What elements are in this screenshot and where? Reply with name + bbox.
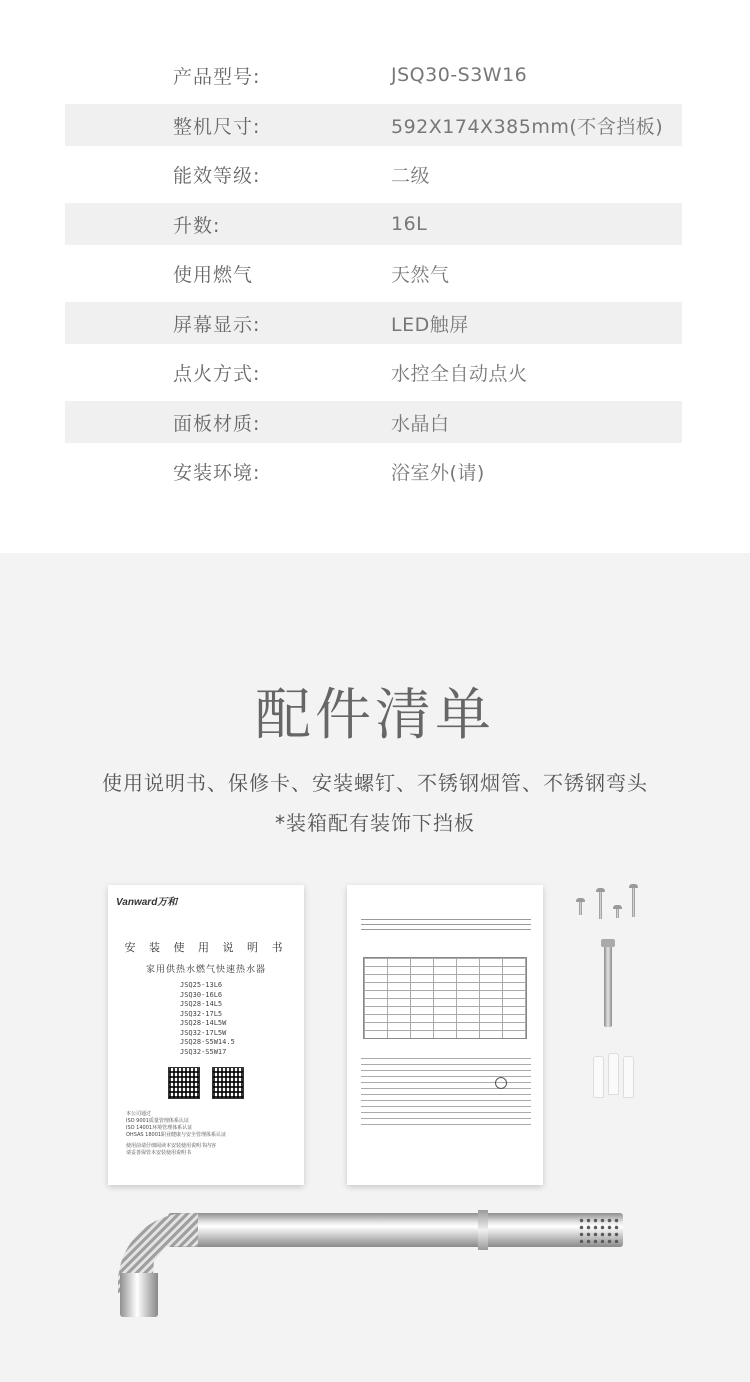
certifications <box>126 1111 226 1139</box>
hazard-table-image <box>363 957 527 1039</box>
spec-label: 屏幕显示: <box>173 313 261 336</box>
spec-row-size <box>65 104 682 146</box>
footer-line: 请妥善保管本安装使用说明书 <box>126 1150 192 1156</box>
spec-label: 能效等级: <box>173 164 261 187</box>
spec-row-panel <box>65 401 682 443</box>
spec-value: 天然气 <box>391 263 450 286</box>
eco-mark-icon <box>495 1077 507 1089</box>
spec-label: 升数: <box>173 214 221 237</box>
model-item: JSQ30-16L6 <box>180 990 223 999</box>
model-item: JSQ32-S5W17 <box>180 1047 227 1056</box>
accessories-note: *装箱配有装饰下挡板 <box>275 811 475 835</box>
pipe-vent-holes <box>578 1217 620 1243</box>
model-item: JSQ32-17L5W <box>180 1028 227 1037</box>
cert-prefix: 本公司通过 <box>126 1111 152 1117</box>
cert-item: OHSAS 18001职业健康与安全管理体系认证 <box>126 1132 227 1138</box>
wall-plug-icon <box>593 1056 604 1098</box>
spec-table <box>0 0 750 553</box>
elbow-outlet <box>120 1273 158 1317</box>
screw-icon <box>616 908 619 918</box>
spec-value: 水控全自动点火 <box>391 362 528 385</box>
spec-row-capacity <box>65 203 682 245</box>
spec-row-ignition <box>65 351 682 393</box>
qr-code-icon <box>168 1067 200 1099</box>
certificate-sheet-image <box>347 885 543 1185</box>
spec-label: 使用燃气 <box>173 263 254 286</box>
cert-item: ISO 9001质量管理体系认证 <box>126 1118 189 1124</box>
footer-line: 使用前请仔细阅读本安装使用说明书内容 <box>126 1143 217 1149</box>
manual-booklet-image <box>108 885 304 1185</box>
stainless-flue-pipe-image <box>168 1213 623 1247</box>
model-item: JSQ28-S5W14.5 <box>180 1038 235 1046</box>
screw-icon <box>599 891 602 919</box>
accessories-section <box>0 553 750 1382</box>
spec-row-gas <box>65 252 682 294</box>
manual-title: 安 装 使 用 说 明 书 <box>124 941 288 954</box>
spec-row-model <box>65 54 682 96</box>
wall-plug-icon <box>623 1056 634 1098</box>
spec-label: 整机尺寸: <box>173 115 261 138</box>
manual-subtitle: 家用供热水燃气快速热水器 <box>145 965 266 975</box>
wall-plug-icon <box>608 1053 619 1095</box>
model-list <box>180 981 235 1057</box>
spec-label: 点火方式: <box>173 362 261 385</box>
accessories-title: 配件清单 <box>255 683 495 748</box>
spec-value: 16L <box>391 213 428 235</box>
model-item: JSQ28-14L5W <box>180 1019 227 1027</box>
spec-label: 安装环境: <box>173 461 261 484</box>
expansion-bolt-icon <box>604 945 612 1027</box>
spec-value: 水晶白 <box>391 412 450 435</box>
spec-row-install <box>65 450 682 492</box>
screw-icon <box>579 901 582 915</box>
manual-footer <box>126 1143 216 1157</box>
model-item: JSQ25-13L6 <box>180 981 223 989</box>
sheet-text-lines <box>361 915 531 934</box>
spec-row-display <box>65 302 682 344</box>
brand-logo: Vanward万和 <box>116 897 178 908</box>
spec-value: LED触屏 <box>391 313 469 336</box>
qr-code-icon <box>212 1067 244 1099</box>
pipe-joint <box>478 1210 488 1250</box>
screw-icon <box>632 887 635 917</box>
spec-label: 面板材质: <box>173 412 261 435</box>
spec-label: 产品型号: <box>173 65 261 88</box>
cert-item: ISO 14001环境管理体系认证 <box>126 1125 193 1131</box>
accessories-description: 使用说明书、保修卡、安装螺钉、不锈钢烟管、不锈钢弯头 <box>102 771 648 795</box>
sheet-text-lines <box>361 1053 531 1130</box>
spec-value: 592X174X385mm(不含挡板) <box>391 115 664 138</box>
spec-value: 浴室外(请) <box>391 461 485 484</box>
spec-row-efficiency <box>65 153 682 195</box>
model-item: JSQ32-17L5 <box>180 1009 223 1018</box>
spec-value: 二级 <box>391 164 431 187</box>
spec-value: JSQ30-S3W16 <box>391 64 528 86</box>
model-item: JSQ28-14L5 <box>180 1000 223 1008</box>
